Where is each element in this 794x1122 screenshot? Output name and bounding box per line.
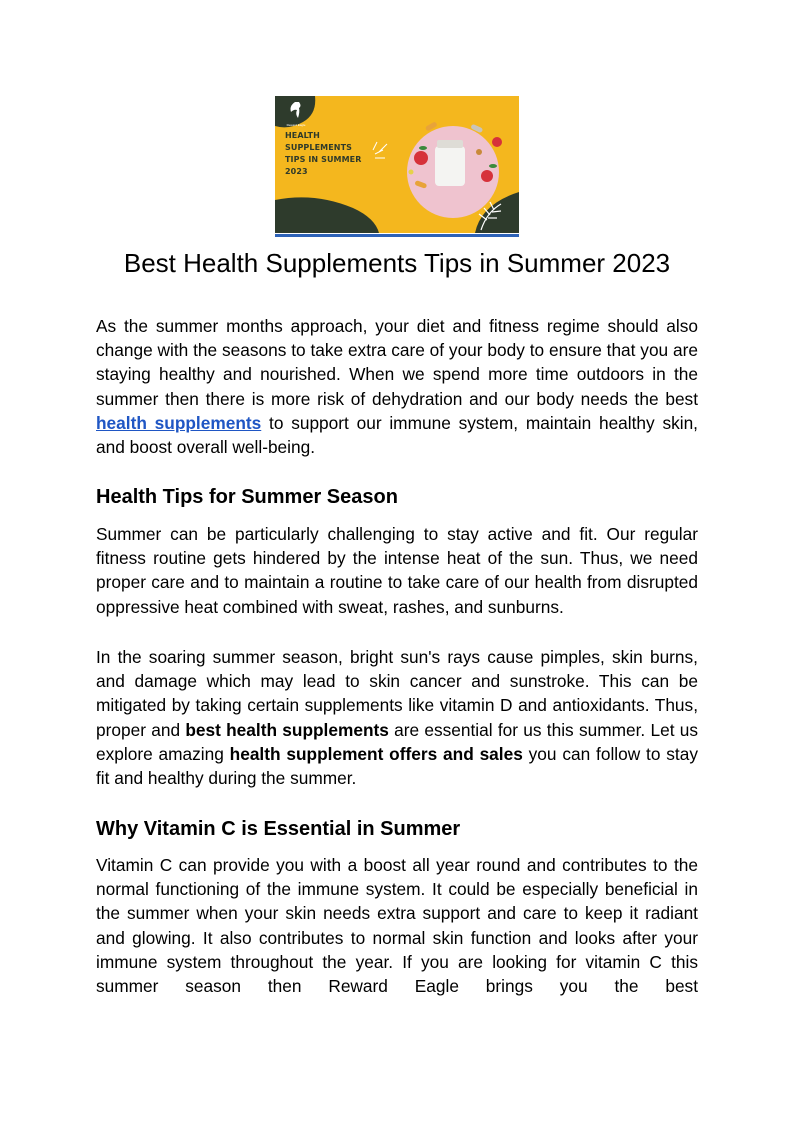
strawberry-icon: [492, 137, 502, 147]
strawberry-icon: [414, 151, 428, 165]
banner-line: HEALTH: [285, 131, 320, 140]
intro-text: As the summer months approach, your diet and fitness regime should also change with the seasons to take extra care of your body to ensure that you are staying healthy and nourished. When we spend more time outdoors in the summer then there is more risk of dehydration and our body needs the best: [96, 316, 698, 409]
bottle-icon: [435, 146, 465, 186]
section-heading-summer-tips: Health Tips for Summer Season: [96, 486, 398, 508]
summer-tips-paragraph-1: Summer can be particularly challenging to stay active and fit. Our regular fitness routine gets hindered by the intense heat of the sun. Thus, we need proper care and to maintain a routine to take care of our health from disrupted oppressive heat combined with sweat, rashes, and sunburns.: [96, 524, 698, 617]
section-heading-vitamin-c: Why Vitamin C is Essential in Summer: [96, 818, 461, 840]
banner-underline: [275, 234, 519, 237]
page-title: Best Health Supplements Tips in Summer 2023: [123, 248, 671, 278]
intro-text-end: to support our immune system, maintain healthy skin, and boost overall well-being.: [96, 412, 698, 458]
bold-offers-and-sales: health supplement offers and sales: [229, 743, 523, 764]
summer-tips-paragraph-2: In the soaring summer season, bright sun's rays cause pimples, skin burns, and damage which may lead to skin cancer and sunstroke. This can be mitigated by taking certain supplements like vitamin D and antioxidants. Thus, proper and best health supplements are essential for us this summer. Let us explore amazing health supplement offers and sales you can follow to stay fit and healthy during the summer.: [96, 647, 699, 789]
brand-name: Reward Eagle: [286, 123, 306, 127]
banner-headline: [285, 130, 362, 178]
vitamin-c-paragraph: Vitamin C can provide you with a boost all year round and contributes to the normal functioning of the immune system. It could be especially beneficial in the summer when your skin needs extra support and care to keep it radiant and glowing. It also contributes to normal skin function and looks after your immune system throughout the year. If you are looking for vitamin C this summer season then Reward Eagle brings you the best: [96, 855, 698, 997]
health-supplements-link[interactable]: health supplements: [96, 412, 262, 433]
bottom-left-shape: [275, 197, 379, 233]
bold-best-health-supplements: best health supplements: [185, 719, 389, 740]
banner-line: 2023: [285, 167, 308, 176]
intro-paragraph: [96, 314, 698, 459]
banner-image: [275, 96, 519, 233]
banner-line: TIPS IN SUMMER: [285, 155, 362, 164]
banner-line: SUPPLEMENTS: [285, 143, 352, 152]
strawberry-icon: [481, 170, 493, 182]
sun-rays-icon: [373, 142, 387, 158]
